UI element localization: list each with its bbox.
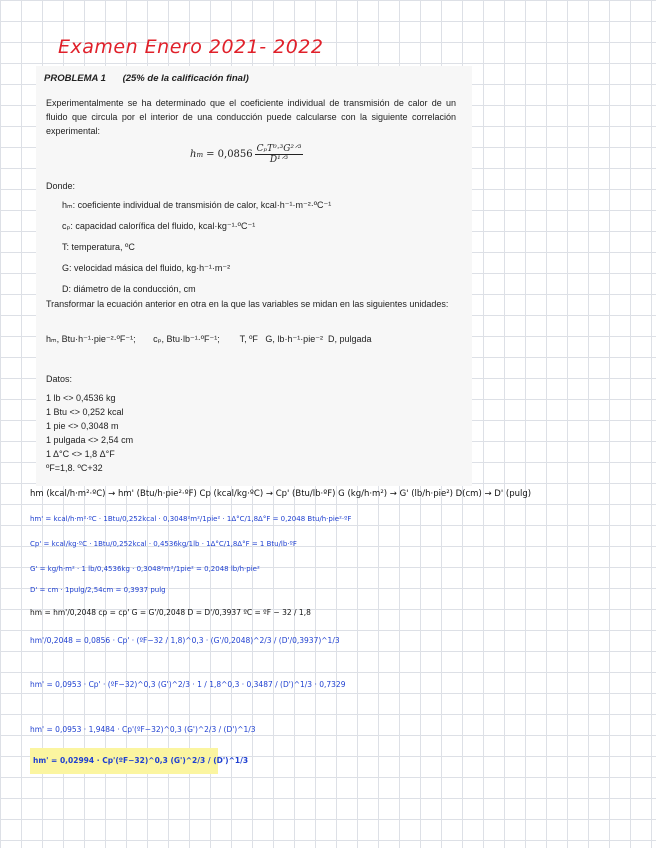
- handwritten-final-result: hm' = 0,02994 · Cp'(ºF−32)^0,3 (G')^2/3 / (D')^1/3: [33, 756, 249, 765]
- handwritten-simplification: hm' = 0,0953 · Cp' · (ºF−32)^0,3 (G')^2/3 · 1 / 1,8^0,3 · 0,3487 / (D')^1/3 · 0,7329: [30, 680, 346, 689]
- formula-fraction: [255, 144, 304, 165]
- handwritten-substituted-equation: hm'/0,2048 = 0,0856 · Cp' · (ºF−32 / 1,8)^0,3 · (G'/0,2048)^2/3 / (D'/0,3937)^1/3: [30, 636, 340, 645]
- correlation-formula: [190, 144, 303, 165]
- dato-pie: 1 pie <> 0,3048 m: [46, 421, 119, 431]
- donde-label: Donde:: [46, 181, 76, 191]
- dato-delta: 1 Δ°C <> 1,8 Δ°F: [46, 449, 115, 459]
- problem-weight: (25% de la calificación final): [122, 73, 249, 84]
- problem-number: PROBLEMA 1: [44, 73, 106, 84]
- exam-title: Examen Enero 2021- 2022: [58, 36, 324, 58]
- handwritten-g-conversion: G' = kg/h·m² · 1 lb/0,4536kg · 0,3048²m²/1pie² = 0,2048 lb/h·pie²: [30, 565, 260, 573]
- dato-btu: 1 Btu <> 0,252 kcal: [46, 407, 124, 417]
- definition-g: G: velocidad másica del fluido, kg·h⁻¹·m⁻²: [62, 263, 231, 273]
- definition-d: D: diámetro de la conducción, cm: [62, 284, 196, 294]
- formula-denominator: D¹ᐟ³: [269, 155, 289, 165]
- formula-lhs: h: [190, 149, 197, 160]
- problem-heading: [44, 73, 249, 84]
- definition-t: T: temperatura, ºC: [62, 242, 135, 252]
- formula-numerator: CₚT⁰·³G²ᐟ³: [256, 144, 302, 154]
- formula-coef: = 0,0856: [206, 149, 253, 160]
- definition-hm: hₘ: coeficiente individual de transmisión de calor, kcal·h⁻¹·m⁻²·ºC⁻¹: [62, 200, 332, 210]
- definition-cp: cₚ: capacidad calorífica del fluido, kcal·kg⁻¹·ºC⁻¹: [62, 221, 256, 231]
- datos-label: Datos:: [46, 374, 73, 384]
- handwritten-substitutions: hm = hm'/0,2048 cp = cp' G = G'/0,2048 D = D'/0,3937 ºC = ºF − 32 / 1,8: [30, 608, 311, 617]
- formula-lhs-sub: m: [196, 150, 204, 159]
- handwritten-hm-conversion: hm' = kcal/h·m²·ºC · 1Btu/0,252kcal · 0,3048²m²/1pie² · 1Δ°C/1,8Δ°F = 0,2048 Btu/h·pie²·ºF: [30, 515, 352, 523]
- handwritten-step: hm' = 0,0953 · 1,9484 · Cp'(ºF−32)^0,3 (G')^2/3 / (D')^1/3: [30, 725, 256, 734]
- dato-pulgada: 1 pulgada <> 2,54 cm: [46, 435, 134, 445]
- dato-fahrenheit: ºF=1,8. ºC+32: [46, 463, 103, 473]
- target-units: hₘ, Btu·h⁻¹·pie⁻²·ºF⁻¹; cₚ, Btu·lb⁻¹·ºF⁻¹; T, ºF G, lb·h⁻¹·pie⁻² D, pulgada: [46, 334, 372, 344]
- transform-instruction: Transformar la ecuación anterior en otra en la que las variables se midan en las siguientes unidades:: [46, 299, 449, 309]
- handwritten-d-conversion: D' = cm · 1pulg/2,54cm = 0,3937 pulg: [30, 586, 166, 594]
- problem-intro: Experimentalmente se ha determinado que el coeficiente individual de transmisión de calor de un fluido que circula por el interior de una conducción puede calcularse con la siguiente correlación experimental:: [46, 98, 456, 136]
- dato-lb: 1 lb <> 0,4536 kg: [46, 393, 116, 403]
- handwritten-cp-conversion: Cp' = kcal/kg·ºC · 1Btu/0,252kcal · 0,4536kg/1lb · 1Δ°C/1,8Δ°F = 1 Btu/lb·ºF: [30, 540, 297, 548]
- handwritten-unit-map: hm (kcal/h·m²·ºC) → hm' (Btu/h·pie²·ºF) Cp (kcal/kg·ºC) → Cp' (Btu/lb·ºF) G (kg/h·m²) → G' (lb/h·pie²) D(cm) → D' (pulg): [30, 489, 532, 499]
